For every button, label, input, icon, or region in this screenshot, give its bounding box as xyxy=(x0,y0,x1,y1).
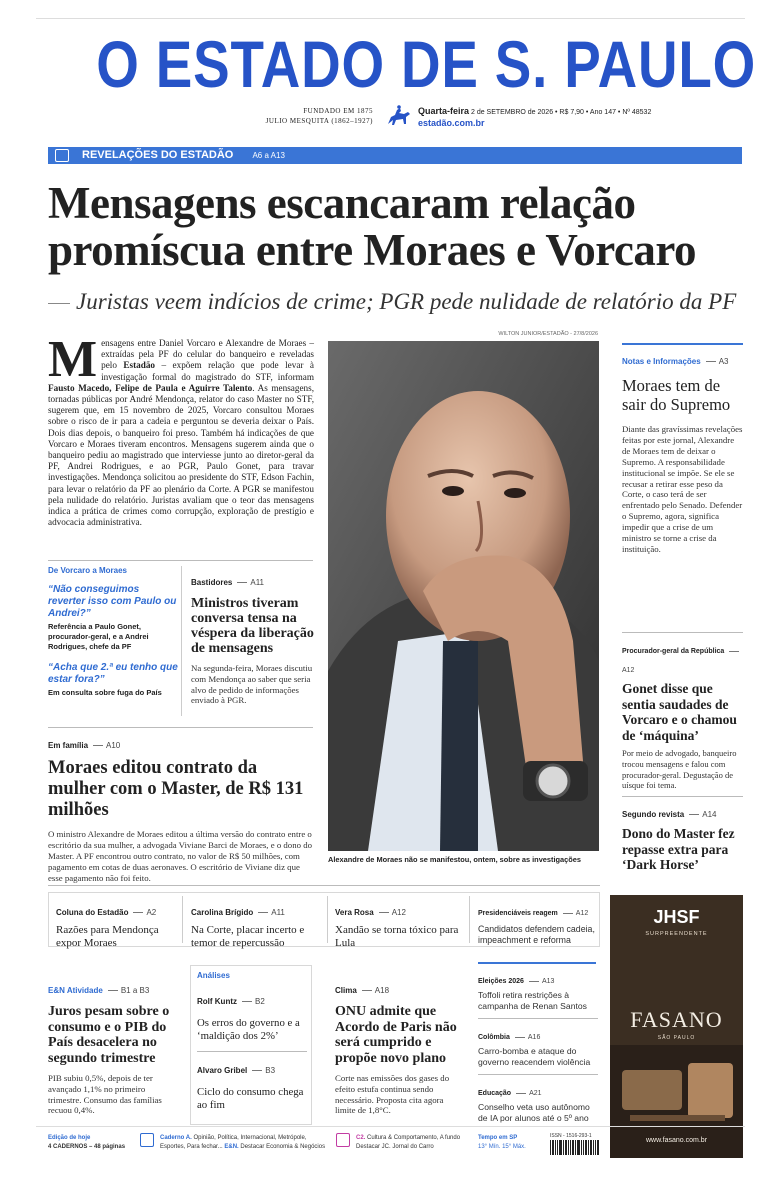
brief-label: Educação xyxy=(478,1090,512,1097)
bastidores-story[interactable] xyxy=(191,570,316,706)
brief-page: A13 xyxy=(524,978,554,985)
clima-title: ONU admite que Acordo de Paris não será cumprido e propõe novo plano xyxy=(335,1004,457,1066)
revista-title: Dono do Master fez repasse extra para ‘Dark Horse’ xyxy=(622,826,735,872)
en-footer-label: E&N. xyxy=(224,1144,239,1150)
subhead-text: Juristas veem indícios de crime; PGR pede nulidade de relatório da PF xyxy=(76,289,737,314)
row1-label: Vera Rosa xyxy=(335,908,374,917)
analise-author: Alvaro Gribel xyxy=(197,1066,248,1075)
weather xyxy=(478,1134,538,1152)
ad-url[interactable]: www.fasano.com.br xyxy=(645,1137,708,1144)
quote-2[interactable]: “Acha que 2.ª eu tenho que estar fora?” xyxy=(48,662,178,685)
revista-page: A14 xyxy=(684,810,716,819)
c2-label: C2. xyxy=(356,1135,366,1141)
divider xyxy=(48,560,313,561)
document-icon xyxy=(55,149,69,162)
weather-value: 13° Mín. 15° Máx. xyxy=(478,1144,526,1150)
brief-text: Carro-bomba e ataque do governo reacendem violência xyxy=(478,1046,591,1067)
row1-item[interactable] xyxy=(335,900,463,949)
en-story[interactable] xyxy=(48,978,172,1116)
brief-item[interactable] xyxy=(478,968,598,1012)
analise-title: Ciclo do consumo chega ao fim xyxy=(197,1086,304,1111)
en-title: Juros pesam sobre o consumo e o PIB do País desacelera no segundo trimestre xyxy=(48,1004,170,1066)
gonet-body: Por meio de advogado, banqueiro trocou mensagens e falou com procurador-geral. Degustação de uísque foi tema. xyxy=(622,748,737,791)
lead-text-3: . As mensagens, tornadas públicas por André Mendonça, relator do caso Master no STF, sugerem que, em 15 novembro de 2025, Vorcaro consultou Moraes sobre o risco de ir para a cadeia e perguntou se deveria deixar o País. Dois dias depois, o banqueiro foi preso. Também há indicações de que Vorcaro e Moraes tiveram encontros. Mensagens sugerem ainda que o banqueiro pediu ao magistrado que interviesse junto ao diretor-geral da PF, Andrei Rodrigues, e ao PGR, Paulo Gonet, para travar investigações. Mendonça solicitou ao presidente do STF, Edson Fachin, para levar o relatório da PF ao plenário da Corte. A PGR se manifestou pela nulidade do relatório. Juristas avaliam que o teor das mensagens indica a prática de crimes como corrupção, exploração de prestígio e advocacia administrativa. xyxy=(48,382,315,528)
caderno-a[interactable] xyxy=(160,1134,332,1152)
subheadline xyxy=(48,288,748,316)
quote-1[interactable]: “Não conseguimos reverter isso com Paulo ou Andrei?” xyxy=(48,584,177,619)
footer-rule xyxy=(36,1126,745,1127)
quote-2-context: Em consulta sobre fuga do País xyxy=(48,688,162,697)
clima-label: Clima xyxy=(335,986,357,995)
row1-title: Candidatos defendem cadeia, impeachment e reforma xyxy=(478,924,595,945)
familia-story[interactable] xyxy=(48,733,314,884)
masthead-founding xyxy=(266,106,373,126)
row1-item[interactable] xyxy=(478,900,596,946)
column-divider xyxy=(181,566,182,716)
section-icon xyxy=(140,1133,154,1147)
row1-item[interactable] xyxy=(191,900,325,949)
analise-author: Rolf Kuntz xyxy=(197,997,237,1006)
drop-cap: M xyxy=(48,331,98,388)
analise-item[interactable] xyxy=(197,1058,307,1111)
familia-label: Em família xyxy=(48,741,89,750)
analises xyxy=(197,971,307,1111)
familia-page: A10 xyxy=(88,741,120,750)
gonet-story[interactable] xyxy=(622,638,743,791)
lead-authors: Fausto Macedo, Felipe de Paula e Aguirre Talento xyxy=(48,382,253,393)
clima-body: Corte nas emissões dos gases do efeito estufa continua sendo necessário. Proposta cita agora limite de 1,8°C. xyxy=(335,1073,450,1116)
masthead-info xyxy=(418,106,651,128)
vorcaro-label: De Vorcaro a Moraes xyxy=(48,566,127,575)
lead-estadao: Estadão xyxy=(123,360,156,371)
photo-caption: Alexandre de Moraes não se manifestou, ontem, sobre as investigações xyxy=(328,855,582,864)
divider xyxy=(622,796,743,797)
horse-rider-icon xyxy=(384,104,412,128)
edition-value: 4 CADERNOS – 48 páginas xyxy=(48,1144,126,1150)
divider xyxy=(48,727,313,728)
en-body: PIB subiu 0,5%, depois de ter avançado 1,1% no primeiro trimestre. Consumo das famílias recuou 0,4%. xyxy=(48,1073,162,1116)
row1-page: A2 xyxy=(128,908,156,917)
banner-label: REVELAÇÕES DO ESTADÃO xyxy=(82,149,234,161)
cad-a-text: Opinião, Política, Internacional, Metrópole, Esportes, Para fechar... xyxy=(160,1135,307,1150)
brief-item[interactable] xyxy=(478,1080,598,1124)
date-info: 2 de SETEMBRO de 2026 • R$ 7,90 • Ano 147 • Nº 48532 xyxy=(470,109,652,116)
row1-page: A12 xyxy=(374,908,406,917)
en-label: E&N Atividade xyxy=(48,986,103,995)
weather-label: Tempo em SP xyxy=(478,1135,518,1141)
notas-page: A3 xyxy=(701,357,729,366)
divider xyxy=(48,885,600,886)
divider xyxy=(478,1018,598,1019)
masthead-title[interactable]: O ESTADO DE S. PAULO xyxy=(96,27,757,101)
notas-editorial[interactable] xyxy=(622,343,743,555)
notas-title: Moraes tem de sair do Supremo xyxy=(622,376,731,414)
analise-page: B3 xyxy=(247,1066,275,1075)
barcode-icon xyxy=(550,1140,600,1158)
brief-page: A16 xyxy=(510,1034,540,1041)
divider xyxy=(478,1074,598,1075)
column-divider xyxy=(469,896,470,943)
edition-label: Edição de hoje xyxy=(48,1135,91,1141)
row1-label: Carolina Brígido xyxy=(191,908,254,917)
site-link[interactable]: estadão.com.br xyxy=(418,118,485,128)
brief-text: Toffoli retira restrições à campanha de Renan Santos xyxy=(478,990,587,1011)
analise-item[interactable] xyxy=(197,989,307,1042)
row1-title: Razões para Mendonça expor Moraes xyxy=(56,924,159,949)
edition-info xyxy=(48,1134,138,1152)
analise-page: B2 xyxy=(237,997,265,1006)
bastidores-page: A11 xyxy=(232,578,264,587)
divider xyxy=(622,632,743,633)
column-divider xyxy=(327,896,328,943)
gonet-title: Gonet disse que sentia saudades de Vorcaro e o chamou de ‘máquina’ xyxy=(622,681,737,743)
notas-body: Diante das gravíssimas revelações feitas por este jornal, Alexandre de Moraes tem de deixar o Supremo. A responsabilidade institucional se impõe. Se ele se recusar a retirar esse peso da Corte, o caso terá de ser enfrentado pelo Senado. Defender o Supremo, agora, significa impedir que a crise de um ministro se torne a crise da instituição. xyxy=(622,424,743,554)
founded-text: FUNDADO EM 1875 xyxy=(303,107,373,115)
ad-city: SÃO PAULO xyxy=(657,1035,696,1041)
row1-label: Presidenciáveis reagem xyxy=(478,910,558,917)
top-rule xyxy=(36,18,745,19)
ad-tagline: SURPREENDENTE xyxy=(645,931,708,937)
brief-label: Eleições 2026 xyxy=(478,978,524,985)
row1-page: A11 xyxy=(253,908,285,917)
lead-article xyxy=(48,331,315,528)
banner-pages: A6 a A13 xyxy=(252,151,285,160)
jc-text: Destacar JC. Jornal do Carro xyxy=(356,1144,434,1150)
ad-name: FASANO xyxy=(630,1007,723,1032)
lead-text-1: ensagens entre Daniel Vorcaro e Alexandre de Moraes – extraídas pela PF do celular do banqueiro e reveladas pelo xyxy=(101,338,314,371)
issn-text: ISSN - 1516-293-1 xyxy=(550,1133,592,1139)
main-photo[interactable] xyxy=(328,341,599,851)
weekday: Quarta-feira xyxy=(418,106,470,116)
row1-label: Coluna do Estadão xyxy=(56,908,129,917)
brief-page: A21 xyxy=(511,1090,541,1097)
fasano-ad[interactable] xyxy=(610,895,743,1158)
section-icon xyxy=(336,1133,350,1147)
brief-label: Colômbia xyxy=(478,1034,510,1041)
founder-text: JULIO MESQUITA (1862–1927) xyxy=(265,117,373,125)
notas-label: Notas e Informações xyxy=(622,357,701,366)
row1-page: A12 xyxy=(558,910,588,917)
c2-text: Cultura & Comportamento, A fundo xyxy=(367,1135,461,1141)
row1-title: Xandão se torna tóxico para Lula xyxy=(335,924,459,949)
clima-story[interactable] xyxy=(335,978,460,1116)
bastidores-body: Na segunda-feira, Moraes discutiu com Mendonça ao saber que seria alvo de pedido de informações enviado à PGR. xyxy=(191,663,313,706)
revista-label: Segundo revista xyxy=(622,810,685,819)
bastidores-title: Ministros tiveram conversa tensa na véspera da liberação de mensagens xyxy=(191,596,314,656)
vorcaro-box xyxy=(48,566,178,698)
en-page: B1 a B3 xyxy=(103,986,149,995)
ad-brand: JHSF xyxy=(653,907,700,927)
en-footer-text: Destacar Economia & Negócios xyxy=(240,1144,326,1150)
row1-title: Na Corte, placar incerto e temor de repercussão xyxy=(191,924,305,949)
photo-credit: WILTON JUNIOR/ESTADÃO - 27/8/2026 xyxy=(498,331,598,337)
bastidores-label: Bastidores xyxy=(191,578,233,587)
column-divider xyxy=(182,896,183,943)
divider xyxy=(197,1051,307,1052)
analise-title: Os erros do governo e a ‘maldição dos 2%’ xyxy=(197,1017,300,1042)
brief-text: Conselho veta uso autônomo de IA por alunos até o 5º ano xyxy=(478,1102,590,1123)
briefs-rule xyxy=(478,962,596,964)
lead-text-2: – expõem relação que pode levar à investigação formal do magistrado do STF, informam xyxy=(101,360,314,382)
gonet-label: Procurador-geral da República xyxy=(622,648,725,655)
revista-story[interactable] xyxy=(622,802,743,873)
brief-item[interactable] xyxy=(478,1024,598,1068)
main-headline[interactable]: Mensagens escancaram relação promíscua entre Moraes e Vorcaro xyxy=(48,178,697,275)
familia-title: Moraes editou contrato da mulher com o Master, de R$ 131 milhões xyxy=(48,758,304,820)
familia-body: O ministro Alexandre de Moraes editou a última versão do contrato entre o escritório da sua mulher, a advogada Viviane Barci de Moraes, e o dono do Master. A PF encontrou outro contrato, no valor de R$ 50 milhões, com pagamento em cotas de duas aeronaves. O escritório de Viviane diz que esse pagamento não foi feito. xyxy=(48,829,313,883)
clima-page: A18 xyxy=(357,986,389,995)
analises-label: Análises xyxy=(197,971,230,980)
quote-1-context: Referência a Paulo Gonet, procurador-geral, e a Andrei Rodrigues, chefe da PF xyxy=(48,622,149,651)
caderno-c2[interactable] xyxy=(356,1134,466,1152)
notas-rule xyxy=(622,343,743,345)
cad-a-label: Caderno A. xyxy=(160,1135,192,1141)
portrait-illustration xyxy=(328,341,599,851)
briefs xyxy=(478,968,598,1124)
section-banner[interactable] xyxy=(48,147,742,164)
row1-item[interactable] xyxy=(56,900,174,949)
gonet-page: A12 xyxy=(622,648,742,674)
